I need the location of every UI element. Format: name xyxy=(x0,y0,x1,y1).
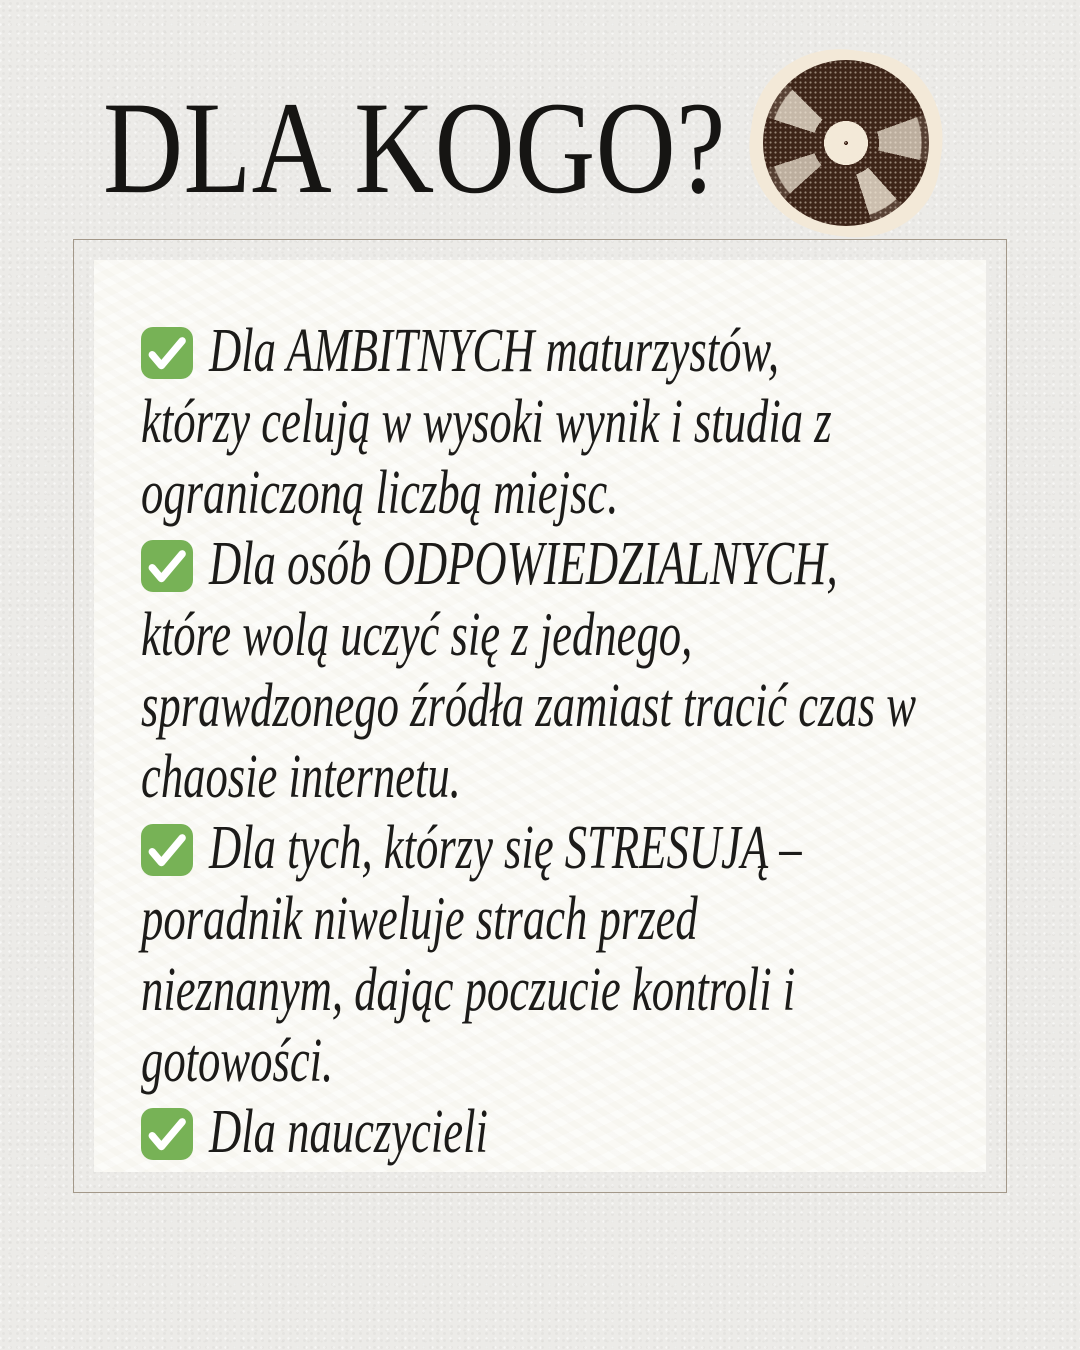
line-text: którzy celują w wysoki wynik i studia z xyxy=(141,388,832,456)
line-text: chaosie internetu. xyxy=(141,743,461,811)
check-icon xyxy=(141,327,193,379)
checklist-item xyxy=(141,813,958,1097)
line-text: nieznanym, dając poczucie kontroli i xyxy=(141,956,796,1024)
text-line xyxy=(141,1097,958,1168)
line-text: które wolą uczyć się z jednego, xyxy=(141,601,693,669)
text-line xyxy=(141,955,958,1026)
line-text: ograniczoną liczbą miejsc. xyxy=(141,459,619,527)
vinyl-record-icon xyxy=(750,50,942,236)
checklist xyxy=(141,316,958,1168)
line-text: Dla nauczycieli xyxy=(209,1098,488,1166)
page-title-text: DLA KOGO? xyxy=(103,74,726,221)
paper-background xyxy=(94,260,986,1172)
line-text: Dla osób ODPOWIEDZIALNYCH, xyxy=(209,530,838,598)
check-icon xyxy=(141,1108,193,1160)
text-line xyxy=(141,884,958,955)
line-text: sprawdzonego źródła zamiast tracić czas w xyxy=(141,672,917,740)
checklist-item xyxy=(141,529,958,813)
text-line xyxy=(141,600,958,671)
line-text: Dla tych, którzy się STRESUJĄ – xyxy=(209,814,802,882)
text-line xyxy=(141,1026,958,1097)
text-line xyxy=(141,316,958,387)
content-panel xyxy=(73,239,1007,1193)
line-text: Dla AMBITNYCH maturzystów, xyxy=(209,317,780,385)
text-line xyxy=(141,458,958,529)
checklist-item xyxy=(141,1097,958,1168)
text-line xyxy=(141,671,958,742)
text-line xyxy=(141,742,958,813)
check-icon xyxy=(141,540,193,592)
page-title xyxy=(103,74,844,221)
text-line xyxy=(141,529,958,600)
record-disc xyxy=(763,60,929,226)
text-line xyxy=(141,387,958,458)
checklist-item xyxy=(141,316,958,529)
check-icon xyxy=(141,824,193,876)
line-text: gotowości. xyxy=(141,1027,334,1095)
line-text: poradnik niweluje strach przed xyxy=(141,885,698,953)
text-line xyxy=(141,813,958,884)
